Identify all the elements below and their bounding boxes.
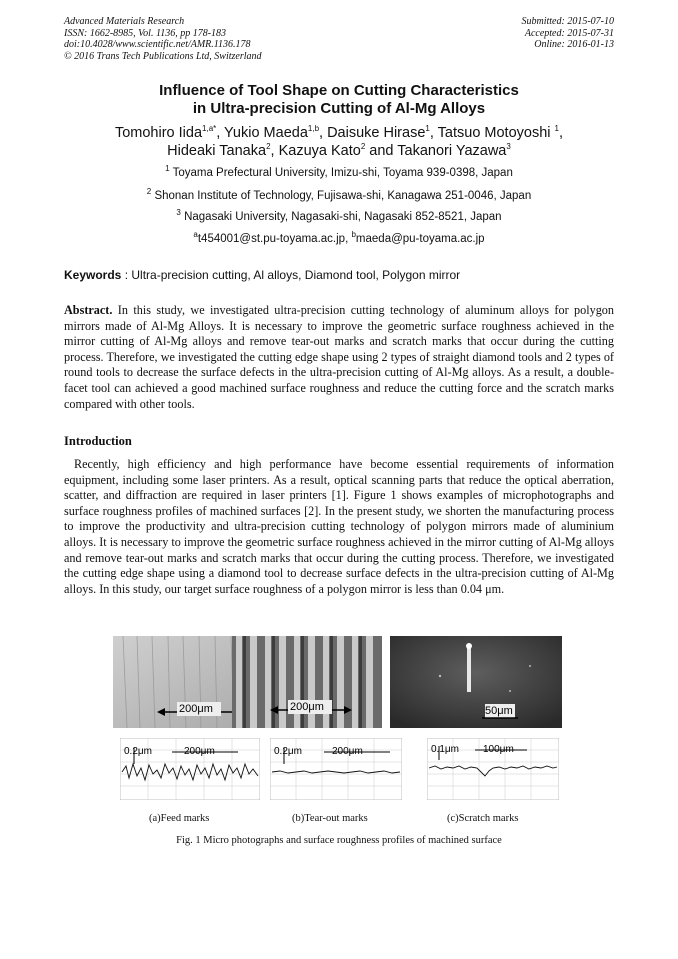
vertical-scale-label: 0.2μm [124, 746, 152, 757]
subcaption-c: (c)Scratch marks [447, 813, 519, 824]
scale-label: 200μm [290, 701, 324, 713]
email-link[interactable]: t454001@st.pu-toyama.ac.jp [197, 233, 346, 245]
subcaption-b: (b)Tear-out marks [292, 813, 368, 824]
figure-caption: Fig. 1 Micro photographs and surface roughness profiles of machined surface [176, 835, 502, 846]
submitted-date: Submitted: 2015-07-10 [521, 16, 614, 27]
roughness-profile-feed-marks [120, 738, 260, 800]
doi-link[interactable]: doi:10.4028/www.scientific.net/AMR.1136.178 [64, 39, 251, 50]
vertical-scale-label: 0.1μm [431, 744, 459, 755]
online-date: Online: 2016-01-13 [534, 39, 614, 50]
author: Hideaki Tanaka [167, 143, 267, 159]
email-link[interactable]: maeda@pu-toyama.ac.jp [355, 233, 485, 245]
dates-info [522, 16, 615, 51]
abstract-text: In this study, we investigated ultra-precision cutting technology of aluminum alloys for polygon mirrors made of Al-Mg Alloys. It is necessary to improve the geometric surface roughness achieved in the mirror cutting of Al-Mg alloys and remove tear-out marks and scratch marks that occur during the cutting process. Therefore, we investigated the cutting edge shape using 2 types of straight diamond tools and 2 types of round tools to decrease the surface defects in the ultra-precision cutting of Al-Mg alloys. As a result, a double-facet tool can achieved a good machined surface roughness and reduce the cutting force and the scratch marks compared with other tools. [64, 303, 614, 411]
affiliation: $^2$ Shonan Institute of Technology, Fujisawa-shi, Kanagawa 251-0046, Japan [146, 187, 532, 202]
horizontal-scale-label: 200μm [184, 746, 215, 757]
author: Yukio Maeda [224, 125, 308, 141]
email-line: $^a$t454001@st.pu-toyama.ac.jp, $^b$maeda@pu-toyama.ac.jp [193, 230, 485, 245]
section-heading: Introduction [64, 434, 132, 448]
issn: ISSN: 1662-8985, Vol. 1136, pp 178-183 [64, 27, 227, 39]
author: Takanori Yazawa [397, 143, 507, 159]
affiliation: $^1$ Toyama Prefectural University, Imizu-shi, Toyama 939-0398, Japan [165, 164, 513, 179]
horizontal-scale-label: 200μm [332, 746, 363, 757]
keywords-text: Ultra-precision cutting, Al alloys, Diamond tool, Polygon mirror [131, 268, 461, 282]
horizontal-scale-label: 100μm [483, 744, 514, 755]
keywords: Keywords : Ultra-precision cutting, Al alloys, Diamond tool, Polygon mirror [64, 268, 461, 282]
author: Kazuya Kato [278, 143, 361, 159]
affiliation: $^3$ Nagasaki University, Nagasaki-shi, Nagasaki 852-8521, Japan [176, 208, 502, 223]
author-list: Tomohiro Iida$^{1,a*}$, Yukio Maeda$^{1,b}$, Daisuke Hirase$^1$, Tatsuo Motoyoshi $^1$, Hideaki Tanaka$^2$, Kazuya Kato$^2$ and Takanori Yazawa$^3$ [114, 124, 564, 159]
intro-paragraph: Recently, high efficiency and high performance have become essential requirements of information equipment, including some laser printers. As a result, optical scanning parts that reduce the optical aberration, scatter, and diffraction are required in laser printers [1]. Figure 1 shows examples of microphotographs and surface roughness profiles of machined surfaces [2]. In the present study, we shorten the manufacturing process to improve the productivity and ultra-precision cutting technology of polygon mirrors made of aluminium alloys. It is necessary to improve the geometric surface roughness achieved in the mirror cutting of Al-Mg alloys and remove tear-out marks and scratch marks that occur during the cutting process. Therefore, we investigated the cutting edge shape using a diamond tool to decrease surface defects in the ultra-precision cutting of Al-Mg alloys. In this study, our target surface roughness of a polygon mirror is less than 0.04 μm. [64, 457, 614, 596]
abstract [64, 303, 614, 412]
micrograph-scratch-marks [390, 636, 562, 728]
accepted-date: Accepted: 2015-07-31 [524, 27, 614, 39]
author: Tomohiro Iida [114, 125, 203, 141]
roughness-profile-scratch-marks [427, 738, 559, 800]
copyright: © 2016 Trans Tech Publications Ltd, Switzerland [64, 50, 262, 62]
vertical-scale-label: 0.2μm [274, 746, 302, 757]
journal-info [64, 16, 262, 62]
subcaption-a: (a)Feed marks [149, 813, 210, 824]
scale-label: 50μm [485, 705, 513, 717]
journal-name: Advanced Materials Research [64, 16, 185, 27]
author: Daisuke Hirase [327, 125, 426, 141]
keywords-label: Keywords [64, 268, 122, 282]
paper-title: Influence of Tool Shape on Cutting Characteristics in Ultra-precision Cutting of Al-Mg Alloys [159, 82, 519, 117]
author: Tatsuo Motoyoshi [437, 125, 551, 141]
roughness-profile-tear-out-marks [270, 738, 402, 800]
scale-label: 200μm [179, 703, 213, 715]
micrograph-tear-out-marks [232, 636, 382, 728]
abstract-label: Abstract. [64, 303, 113, 317]
